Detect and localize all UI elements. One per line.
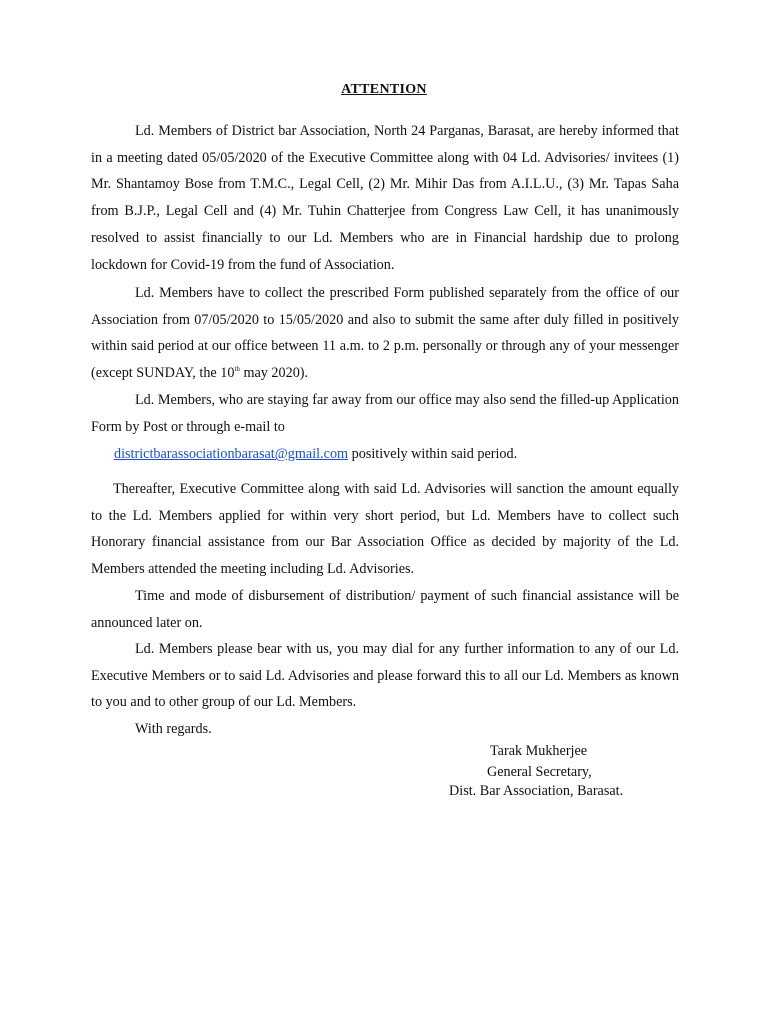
email-line-suffix: positively within said period. bbox=[348, 446, 518, 462]
closing-regards: With regards. bbox=[135, 721, 212, 737]
email-line bbox=[114, 441, 517, 468]
signatory-organization: Dist. Bar Association, Barasat. bbox=[449, 783, 624, 799]
paragraph-email-submission: Ld. Members, who are staying far away from our office may also send the filled-up Application Form by Post or through e-mail to bbox=[91, 392, 679, 435]
signatory-name: Tarak Mukherjee bbox=[490, 743, 588, 759]
ordinal-suffix: th bbox=[234, 365, 240, 374]
paragraph-form-collection-end: may 2020). bbox=[239, 365, 309, 382]
paragraph-form-collection-text: Ld. Members have to collect the prescribed Form published separately from the office of our Association from 07/05/2020 to 15/05/2020 and also to submit the same after duly filled in positively within said period at our office between 11 a.m. to 2 p.m. personally or through any of your messenger (except SUNDAY, the 10 bbox=[91, 285, 679, 382]
email-link[interactable]: districtbarassociationbarasat@gmail.com bbox=[114, 446, 349, 462]
signatory-designation: General Secretary, bbox=[487, 764, 592, 780]
paragraph-meeting-announcement: Ld. Members of District bar Association, North 24 Parganas, Barasat, are hereby informed that in a meeting dated 05/05/2020 of the Executive Committee along with 04 Ld. Advisories/ invitees (1) Mr. Shantamoy Bose from T.M.C., Legal Cell, (2) Mr. Mihir Das from A.I.L.U., (3) Mr. Tapas Saha from B.J.P., Legal Cell and (4) Mr. Tuhin Chatterjee from Congress Law Cell, it has unanimously resolved to assist financially to our Ld. Members who are in Financial hardship due to prolong lockdown for Covid-19 from the fund of Association. bbox=[91, 123, 679, 273]
paragraph-further-info: Ld. Members please bear with us, you may dial for any further information to any of our Ld. Executive Members or to said Ld. Advisories and please forward this to all our Ld. Members as known to you and to other group of our Ld. Members. bbox=[91, 641, 679, 711]
paragraph-form-collection bbox=[91, 280, 679, 387]
paragraph-sanction-details: Thereafter, Executive Committee along with said Ld. Advisories will sanction the amount equally to the Ld. Members applied for within very short period, but Ld. Members have to collect such Honorary financial assistance from our Bar Association Office as decided by majority of the Ld. Members attended the meeting including Ld. Advisories. bbox=[91, 481, 679, 578]
document-title: ATTENTION bbox=[341, 82, 427, 97]
paragraph-disbursement: Time and mode of disbursement of distribution/ payment of such financial assistance will be announced later on. bbox=[91, 588, 679, 631]
